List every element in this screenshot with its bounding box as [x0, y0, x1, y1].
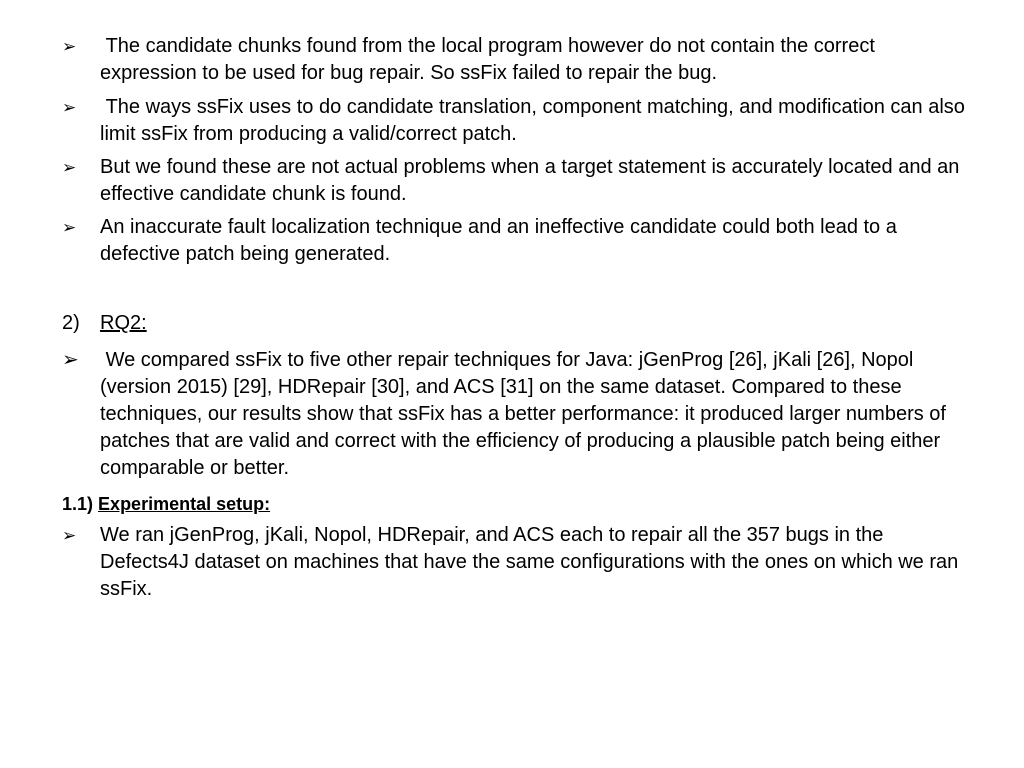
section-heading: [62, 310, 147, 337]
bullet-text: We ran jGenProg, jKali, Nopol, HDRepair, and ACS each to repair all the 357 bugs in the Defects4J dataset on machines that have the same configurations with the ones on which we ran ssFix.: [100, 524, 964, 600]
bullet-item: [62, 347, 967, 482]
bullet-text: The ways ssFix uses to do candidate translation, component matching, and modification can also limit ssFix from producing a valid/correct patch.: [100, 96, 971, 145]
bullet-item: [62, 154, 967, 208]
arrow-bullet-icon: ➢: [62, 218, 77, 237]
section-title: RQ2:: [100, 312, 147, 334]
arrow-bullet-icon: ➢: [62, 349, 79, 371]
subsection-title: Experimental setup:: [98, 494, 271, 514]
arrow-bullet-icon: ➢: [62, 98, 77, 117]
bullet-text: We compared ssFix to five other repair techniques for Java: jGenProg [26], jKali [26], Nopol (version 2015) [29], HDRepair [30], and ACS [31] on the same dataset. Compared to these techniques, our results show that ssFix has a better performance: it produced larger numbers of patches that are valid and correct with the efficiency of producing a plausible patch being either comparable or better.: [100, 349, 952, 479]
bullet-item: [62, 33, 967, 87]
bullet-item: [62, 522, 967, 603]
bullet-item: [62, 214, 967, 268]
bullet-item: [62, 94, 971, 148]
bullet-text: An inaccurate fault localization technique and an ineffective candidate could both lead to a defective patch being generated.: [100, 216, 903, 265]
arrow-bullet-icon: ➢: [62, 37, 77, 56]
subsection-number: 1.1): [62, 494, 94, 514]
arrow-bullet-icon: ➢: [62, 526, 77, 545]
bullet-text: But we found these are not actual problems when a target statement is accurately located and an effective candidate chunk is found.: [100, 156, 965, 205]
arrow-bullet-icon: ➢: [62, 158, 77, 177]
subsection-heading: [62, 491, 270, 518]
section-number: 2): [62, 312, 80, 334]
bullet-text: The candidate chunks found from the local program however do not contain the correct expression to be used for bug repair. So ssFix failed to repair the bug.: [100, 35, 881, 84]
